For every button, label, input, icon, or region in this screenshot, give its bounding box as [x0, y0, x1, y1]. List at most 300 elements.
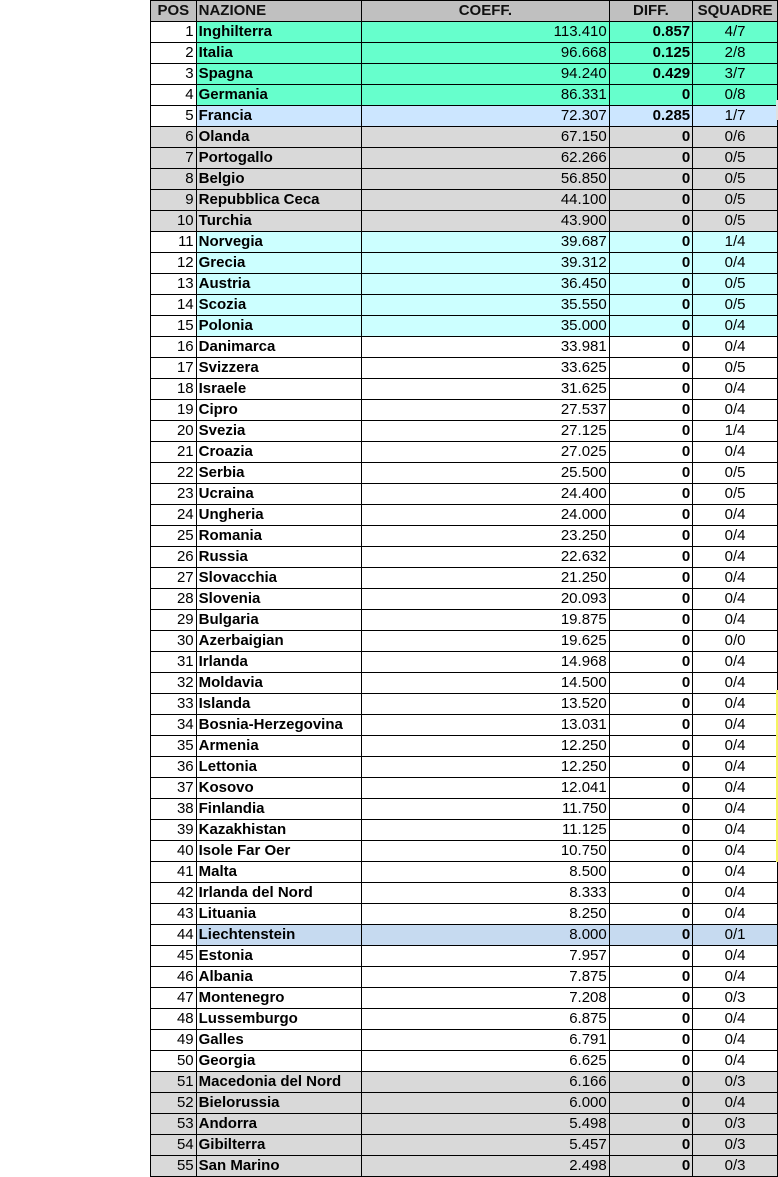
cell-diff: 0 [609, 463, 692, 484]
cell-coeff: 24.400 [362, 484, 610, 505]
cell-squadre: 0/5 [693, 484, 778, 505]
cell-coeff: 10.750 [362, 841, 610, 862]
cell-diff: 0 [609, 547, 692, 568]
cell-nazione: Polonia [196, 316, 361, 337]
cell-nazione: Ucraina [196, 484, 361, 505]
cell-coeff: 11.125 [362, 820, 610, 841]
cell-nazione: Armenia [196, 736, 361, 757]
cell-nazione: Slovacchia [196, 568, 361, 589]
cell-coeff: 6.166 [362, 1072, 610, 1093]
cell-squadre: 0/4 [693, 715, 778, 736]
cell-nazione: Kosovo [196, 778, 361, 799]
cell-nazione: Svizzera [196, 358, 361, 379]
cell-coeff: 56.850 [362, 169, 610, 190]
table-row [151, 337, 778, 358]
cell-coeff: 6.875 [362, 1009, 610, 1030]
cell-pos: 3 [151, 64, 197, 85]
cell-nazione: Irlanda [196, 652, 361, 673]
table-row [151, 400, 778, 421]
cell-squadre: 0/3 [693, 1114, 778, 1135]
cell-coeff: 5.498 [362, 1114, 610, 1135]
cell-nazione: Albania [196, 967, 361, 988]
cell-pos: 27 [151, 568, 197, 589]
cell-coeff: 27.125 [362, 421, 610, 442]
cell-squadre: 0/5 [693, 190, 778, 211]
cell-squadre: 0/4 [693, 316, 778, 337]
cell-diff: 0 [609, 316, 692, 337]
table-row [151, 820, 778, 841]
cell-squadre: 0/4 [693, 547, 778, 568]
cell-pos: 23 [151, 484, 197, 505]
cell-diff: 0 [609, 904, 692, 925]
cell-coeff: 8.333 [362, 883, 610, 904]
cell-coeff: 25.500 [362, 463, 610, 484]
cell-coeff: 62.266 [362, 148, 610, 169]
cell-pos: 4 [151, 85, 197, 106]
cell-diff: 0 [609, 988, 692, 1009]
cell-nazione: Serbia [196, 463, 361, 484]
table-row [151, 85, 778, 106]
cell-nazione: Lettonia [196, 757, 361, 778]
cell-diff: 0 [609, 169, 692, 190]
table-row [151, 526, 778, 547]
cell-coeff: 6.000 [362, 1093, 610, 1114]
table-row [151, 925, 778, 946]
cell-nazione: Portogallo [196, 148, 361, 169]
cell-nazione: Galles [196, 1030, 361, 1051]
cell-nazione: Slovenia [196, 589, 361, 610]
table-row [151, 1051, 778, 1072]
cell-pos: 40 [151, 841, 197, 862]
table-row [151, 43, 778, 64]
header-squadre: SQUADRE [693, 1, 778, 22]
cell-pos: 7 [151, 148, 197, 169]
cell-pos: 46 [151, 967, 197, 988]
cell-squadre: 0/4 [693, 1030, 778, 1051]
table-row [151, 904, 778, 925]
table-row [151, 64, 778, 85]
table-row [151, 148, 778, 169]
cell-squadre: 3/7 [693, 64, 778, 85]
cell-coeff: 12.250 [362, 736, 610, 757]
cell-pos: 11 [151, 232, 197, 253]
cell-squadre: 0/4 [693, 673, 778, 694]
table-row [151, 1093, 778, 1114]
cell-diff: 0 [609, 442, 692, 463]
table-row [151, 484, 778, 505]
cell-coeff: 27.025 [362, 442, 610, 463]
cell-diff: 0 [609, 799, 692, 820]
cell-nazione: Spagna [196, 64, 361, 85]
cell-nazione: Macedonia del Nord [196, 1072, 361, 1093]
cell-coeff: 19.875 [362, 610, 610, 631]
cell-coeff: 39.687 [362, 232, 610, 253]
cell-coeff: 7.875 [362, 967, 610, 988]
cell-diff: 0 [609, 715, 692, 736]
cell-coeff: 13.031 [362, 715, 610, 736]
cell-diff: 0 [609, 1093, 692, 1114]
cell-pos: 31 [151, 652, 197, 673]
cell-coeff: 11.750 [362, 799, 610, 820]
cell-nazione: Estonia [196, 946, 361, 967]
cell-pos: 14 [151, 295, 197, 316]
cell-coeff: 8.250 [362, 904, 610, 925]
cell-coeff: 19.625 [362, 631, 610, 652]
table-row [151, 946, 778, 967]
table-row [151, 799, 778, 820]
cell-squadre: 1/4 [693, 421, 778, 442]
table-row [151, 1156, 778, 1177]
cell-diff: 0 [609, 379, 692, 400]
ranking-body [151, 22, 778, 1177]
cell-coeff: 23.250 [362, 526, 610, 547]
cell-coeff: 7.208 [362, 988, 610, 1009]
cell-coeff: 12.250 [362, 757, 610, 778]
header-diff: DIFF. [609, 1, 692, 22]
cell-diff: 0 [609, 967, 692, 988]
cell-squadre: 0/3 [693, 1072, 778, 1093]
cell-pos: 13 [151, 274, 197, 295]
cell-squadre: 0/4 [693, 400, 778, 421]
cell-pos: 19 [151, 400, 197, 421]
cell-diff: 0 [609, 484, 692, 505]
cell-nazione: Scozia [196, 295, 361, 316]
cell-pos: 41 [151, 862, 197, 883]
table-row [151, 883, 778, 904]
cell-nazione: Malta [196, 862, 361, 883]
table-row [151, 358, 778, 379]
cell-coeff: 6.791 [362, 1030, 610, 1051]
cell-pos: 22 [151, 463, 197, 484]
cell-coeff: 21.250 [362, 568, 610, 589]
cell-coeff: 14.500 [362, 673, 610, 694]
cell-pos: 29 [151, 610, 197, 631]
cell-diff: 0 [609, 757, 692, 778]
cell-nazione: Israele [196, 379, 361, 400]
cell-diff: 0 [609, 358, 692, 379]
table-row [151, 169, 778, 190]
cell-squadre: 0/4 [693, 799, 778, 820]
cell-coeff: 7.957 [362, 946, 610, 967]
cell-diff: 0 [609, 421, 692, 442]
table-row [151, 778, 778, 799]
table-row [151, 253, 778, 274]
cell-nazione: Repubblica Ceca [196, 190, 361, 211]
cell-coeff: 72.307 [362, 106, 610, 127]
table-row [151, 442, 778, 463]
cell-pos: 43 [151, 904, 197, 925]
cell-diff: 0 [609, 589, 692, 610]
cell-pos: 44 [151, 925, 197, 946]
cell-squadre: 0/3 [693, 1135, 778, 1156]
cell-nazione: Italia [196, 43, 361, 64]
cell-pos: 2 [151, 43, 197, 64]
cell-pos: 42 [151, 883, 197, 904]
cell-nazione: Azerbaigian [196, 631, 361, 652]
cell-squadre: 0/4 [693, 652, 778, 673]
cell-diff: 0 [609, 190, 692, 211]
cell-nazione: Moldavia [196, 673, 361, 694]
cell-pos: 39 [151, 820, 197, 841]
cell-diff: 0.429 [609, 64, 692, 85]
cell-pos: 49 [151, 1030, 197, 1051]
cell-coeff: 5.457 [362, 1135, 610, 1156]
table-row [151, 295, 778, 316]
table-row [151, 379, 778, 400]
cell-diff: 0 [609, 736, 692, 757]
table-row [151, 232, 778, 253]
table-row [151, 1009, 778, 1030]
table-row [151, 1072, 778, 1093]
cell-nazione: Turchia [196, 211, 361, 232]
cell-nazione: Cipro [196, 400, 361, 421]
table-row [151, 106, 778, 127]
cell-pos: 28 [151, 589, 197, 610]
cell-pos: 47 [151, 988, 197, 1009]
cell-squadre: 2/8 [693, 43, 778, 64]
cell-pos: 38 [151, 799, 197, 820]
cell-nazione: Kazakhistan [196, 820, 361, 841]
table-row [151, 631, 778, 652]
cell-squadre: 0/4 [693, 778, 778, 799]
cell-coeff: 24.000 [362, 505, 610, 526]
cell-diff: 0 [609, 211, 692, 232]
cell-pos: 20 [151, 421, 197, 442]
cell-squadre: 0/4 [693, 862, 778, 883]
cell-pos: 50 [151, 1051, 197, 1072]
cell-squadre: 0/4 [693, 589, 778, 610]
cell-squadre: 0/4 [693, 841, 778, 862]
cell-squadre: 0/5 [693, 463, 778, 484]
cell-nazione: Ungheria [196, 505, 361, 526]
cell-pos: 10 [151, 211, 197, 232]
cell-coeff: 14.968 [362, 652, 610, 673]
cell-squadre: 0/0 [693, 631, 778, 652]
cell-squadre: 0/4 [693, 337, 778, 358]
cell-nazione: Romania [196, 526, 361, 547]
cell-pos: 26 [151, 547, 197, 568]
cell-nazione: San Marino [196, 1156, 361, 1177]
cell-nazione: Isole Far Oer [196, 841, 361, 862]
ranking-table [150, 0, 778, 1177]
table-row [151, 988, 778, 1009]
cell-coeff: 35.000 [362, 316, 610, 337]
table-row [151, 862, 778, 883]
table-row [151, 967, 778, 988]
cell-pos: 36 [151, 757, 197, 778]
cell-pos: 12 [151, 253, 197, 274]
cell-diff: 0 [609, 505, 692, 526]
cell-diff: 0 [609, 568, 692, 589]
cell-pos: 21 [151, 442, 197, 463]
cell-coeff: 94.240 [362, 64, 610, 85]
cell-pos: 17 [151, 358, 197, 379]
table-row [151, 841, 778, 862]
cell-coeff: 27.537 [362, 400, 610, 421]
table-row [151, 1135, 778, 1156]
cell-pos: 35 [151, 736, 197, 757]
cell-diff: 0 [609, 1072, 692, 1093]
cell-coeff: 12.041 [362, 778, 610, 799]
table-row [151, 589, 778, 610]
cell-pos: 53 [151, 1114, 197, 1135]
cell-pos: 54 [151, 1135, 197, 1156]
cell-nazione: Francia [196, 106, 361, 127]
cell-squadre: 0/5 [693, 169, 778, 190]
cell-coeff: 8.500 [362, 862, 610, 883]
cell-diff: 0.125 [609, 43, 692, 64]
cell-nazione: Belgio [196, 169, 361, 190]
cell-nazione: Lussemburgo [196, 1009, 361, 1030]
cell-squadre: 0/3 [693, 988, 778, 1009]
cell-diff: 0 [609, 1030, 692, 1051]
cell-squadre: 0/4 [693, 1009, 778, 1030]
cell-coeff: 113.410 [362, 22, 610, 43]
cell-nazione: Andorra [196, 1114, 361, 1135]
cell-diff: 0 [609, 253, 692, 274]
cell-coeff: 36.450 [362, 274, 610, 295]
cell-nazione: Bulgaria [196, 610, 361, 631]
cell-diff: 0 [609, 1051, 692, 1072]
cell-nazione: Svezia [196, 421, 361, 442]
table-row [151, 211, 778, 232]
cell-nazione: Norvegia [196, 232, 361, 253]
cell-nazione: Bielorussia [196, 1093, 361, 1114]
cell-diff: 0 [609, 883, 692, 904]
cell-nazione: Croazia [196, 442, 361, 463]
cell-squadre: 0/4 [693, 946, 778, 967]
cell-nazione: Inghilterra [196, 22, 361, 43]
table-row [151, 463, 778, 484]
cell-squadre: 0/4 [693, 253, 778, 274]
cell-squadre: 0/4 [693, 1093, 778, 1114]
cell-squadre: 0/5 [693, 211, 778, 232]
table-row [151, 652, 778, 673]
cell-diff: 0 [609, 232, 692, 253]
cell-squadre: 0/6 [693, 127, 778, 148]
cell-nazione: Liechtenstein [196, 925, 361, 946]
cell-diff: 0 [609, 694, 692, 715]
cell-diff: 0 [609, 337, 692, 358]
cell-diff: 0 [609, 400, 692, 421]
header-nazione: NAZIONE [196, 1, 361, 22]
table-row [151, 1114, 778, 1135]
cell-coeff: 35.550 [362, 295, 610, 316]
cell-pos: 48 [151, 1009, 197, 1030]
cell-squadre: 0/4 [693, 694, 778, 715]
cell-diff: 0 [609, 85, 692, 106]
cell-pos: 18 [151, 379, 197, 400]
table-row [151, 736, 778, 757]
cell-diff: 0.857 [609, 22, 692, 43]
cell-squadre: 0/5 [693, 148, 778, 169]
cell-squadre: 0/4 [693, 442, 778, 463]
cell-diff: 0 [609, 820, 692, 841]
cell-nazione: Georgia [196, 1051, 361, 1072]
cell-diff: 0 [609, 841, 692, 862]
cell-nazione: Austria [196, 274, 361, 295]
table-row [151, 505, 778, 526]
cell-coeff: 86.331 [362, 85, 610, 106]
cell-nazione: Irlanda del Nord [196, 883, 361, 904]
cell-coeff: 8.000 [362, 925, 610, 946]
cell-diff: 0 [609, 631, 692, 652]
cell-nazione: Bosnia-Herzegovina [196, 715, 361, 736]
cell-diff: 0 [609, 1156, 692, 1177]
cell-squadre: 1/4 [693, 232, 778, 253]
cell-coeff: 33.625 [362, 358, 610, 379]
cell-squadre: 0/8 [693, 85, 778, 106]
table-row [151, 190, 778, 211]
cell-nazione: Montenegro [196, 988, 361, 1009]
cell-diff: 0 [609, 778, 692, 799]
table-row [151, 274, 778, 295]
table-row [151, 127, 778, 148]
cell-coeff: 67.150 [362, 127, 610, 148]
cell-nazione: Russia [196, 547, 361, 568]
cell-squadre: 4/7 [693, 22, 778, 43]
cell-squadre: 0/4 [693, 736, 778, 757]
cell-coeff: 22.632 [362, 547, 610, 568]
cell-squadre: 0/1 [693, 925, 778, 946]
cell-squadre: 0/4 [693, 505, 778, 526]
cell-pos: 33 [151, 694, 197, 715]
cell-pos: 1 [151, 22, 197, 43]
cell-squadre: 0/4 [693, 757, 778, 778]
cell-diff: 0 [609, 1135, 692, 1156]
cell-squadre: 0/5 [693, 295, 778, 316]
cell-diff: 0 [609, 862, 692, 883]
cell-squadre: 0/4 [693, 568, 778, 589]
table-row [151, 715, 778, 736]
cell-pos: 25 [151, 526, 197, 547]
cell-diff: 0 [609, 610, 692, 631]
cell-diff: 0 [609, 148, 692, 169]
header-row [151, 1, 778, 22]
cell-squadre: 0/4 [693, 820, 778, 841]
cell-pos: 15 [151, 316, 197, 337]
cell-squadre: 0/4 [693, 1051, 778, 1072]
cell-coeff: 44.100 [362, 190, 610, 211]
cell-pos: 45 [151, 946, 197, 967]
cell-diff: 0 [609, 526, 692, 547]
cell-coeff: 2.498 [362, 1156, 610, 1177]
table-row [151, 694, 778, 715]
cell-coeff: 31.625 [362, 379, 610, 400]
header-coeff: COEFF. [362, 1, 610, 22]
cell-squadre: 0/4 [693, 967, 778, 988]
table-row [151, 421, 778, 442]
table-row [151, 568, 778, 589]
cell-pos: 32 [151, 673, 197, 694]
cell-diff: 0.285 [609, 106, 692, 127]
cell-diff: 0 [609, 1009, 692, 1030]
table-row [151, 1030, 778, 1051]
table-row [151, 757, 778, 778]
table-row [151, 547, 778, 568]
cell-coeff: 33.981 [362, 337, 610, 358]
cell-pos: 16 [151, 337, 197, 358]
cell-squadre: 0/4 [693, 526, 778, 547]
cell-pos: 5 [151, 106, 197, 127]
cell-pos: 8 [151, 169, 197, 190]
table-row [151, 22, 778, 43]
cell-pos: 9 [151, 190, 197, 211]
cell-nazione: Islanda [196, 694, 361, 715]
cell-coeff: 96.668 [362, 43, 610, 64]
cell-squadre: 0/4 [693, 379, 778, 400]
cell-squadre: 1/7 [693, 106, 778, 127]
